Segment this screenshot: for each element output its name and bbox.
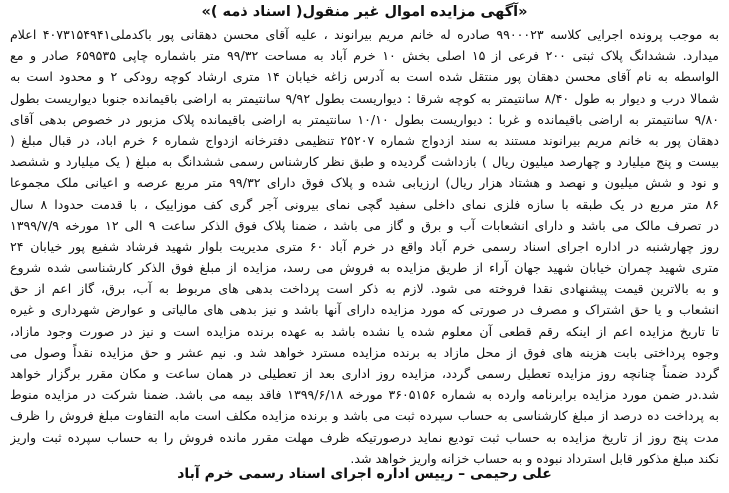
body-line: نکند مبلغ مذکور قابل استرداد نبوده و به حساب خزانه واریز خواهد شد. — [350, 450, 719, 466]
body-line: شمالا درب و دیوار به طول ۸/۴۰ سانتیمتر به کوچه شرقا : دیواریست بطول ۹/۹۲ سانتیمتر به اراضی باقیمانده جنوبا دیواریست بطول — [10, 90, 719, 106]
body-line: ۸۶ متر مربع در یک طبقه با سازه فلزی نمای داخلی سفید گچی نمای بیرونی آجر گری کف موزاییک ، با قدمت حدودا ۸ سال — [10, 196, 719, 212]
body-line: به پرداخت ده درصد از مبلغ کارشناسی به حساب سپرده ثبت می باشد و برنده مزایده مکلف است مابه التفاوت مبلغ فروش را ظرف — [10, 408, 719, 424]
body-line: تا تاریخ مزایده اعم از اینکه رقم قطعی آن معلوم شده یا نشده باشد به عهده برنده مزایده است و نیز در صورت وجود مازاد، — [10, 323, 719, 339]
body-line: بیست و پنج میلیارد و چهارصد میلیون ریال ) بازداشت گردیده و طبق نظر کارشناس رسمی ششدانگ به مبلغ ( یک میلیارد و ششصد — [10, 154, 719, 170]
body-line: و به بالاترین قیمت پیشنهادی نقدا فروخته می شود. لازم به ذکر است پرداخت بدهی های مربوط به آب، برق، گاز اعم از حق — [10, 281, 719, 297]
notice-title: «آگهی مزایده اموال غیر منقول( اسناد ذمه )» — [201, 4, 528, 20]
body-line: انشعاب و یا حق اشتراک و مصرف در صورتی که مورد مزایده دارای آنها باشد و نیز بدهی های مالیاتی و عوارض شهرداری و غیره — [10, 302, 719, 318]
body-line: به موجب پرونده اجرایی کلاسه ۹۹۰۰۰۲۳ صادره له خانم مریم بیرانوند ، علیه آقای محسن دهقانی پور باکدملی۴۰۷۳۱۵۴۹۴۱ اعلام — [10, 27, 719, 42]
body-line: ۹/۸۰ سانتیمتر به اراضی باقیمانده و غربا : دیواریست بطول ۱۰/۱۰ سانتیمتر به اراضی باقیمانده پلاک مزبور در خصوص بدهی آقای — [10, 111, 719, 127]
body-line: و نود و شش میلیون و نهصد و هشتاد هزار ریال) ارزیابی شده و پلاک فوق دارای ۹۹/۳۲ متر مربع عرصه و اعیانی ملک مجموعا — [10, 175, 719, 191]
body-line: شد.در ضمن مورد مزایده برابرنامه وارده به شماره ۳۶۰۵۱۵۶ مورخه ۱۳۹۹/۶/۱۸ فاقد بیمه می باشد. ضمنا شرکت در مزایده منوط — [10, 387, 719, 403]
body-line: دهقان پور به خانم مریم بیرانوند مستند به سند ازدواج شماره ۲۵۲۰۷ تنظیمی دفترخانه ازدواج شماره ۶ خرم اباد، در قبال مبلغ ( — [10, 132, 719, 148]
body-line: وجوه پرداختی بابت هزینه های فوق از محل مازاد به برنده مزایده مسترد خواهد شد و. نیم عشر و حق مزایده نقداً وصول می — [10, 344, 719, 360]
body-line: متری شهید چمران خیابان شهید جهان آراء از طریق مزایده به فروش می رسد، مزایده از مبلغ فوق الذکر کارشناسی شده شروع — [10, 260, 719, 276]
body-line: در تصرف مالک می باشد و دارای انشعابات آب و برق و گاز می باشد ، ضمنا پلاک فوق الذکر ساعت ۹ الی ۱۲ مورخه ۱۳۹۹/۷/۹ — [10, 217, 719, 233]
body-line: میدارد. ششدانگ پلاک ثبتی ۲۰۰ فرعی از ۱۵ اصلی بخش ۱۰ خرم آباد به مساحت ۹۹/۳۲ متر باشماره چاپی ۶۵۹۵۳۵ صادر و مع — [10, 48, 719, 64]
auction-notice — [6, 2, 723, 488]
body-line: مدت پنج روز از تاریخ مزایده به حساب ثبت تودیع نماید درصورتیکه ظرف مهلت مقرر مانده فروش را به حساب سپرده ثبت واریز — [10, 429, 719, 445]
body-line: الواسطه به نام آقای محسن دهقان پور منتقل شده است به آدرس زاغه خیابان ۱۴ متری ارشاد کوچه رودکی ۲ و محدود است به — [10, 69, 719, 85]
body-line: روز چهارشنبه در اداره اجرای اسناد رسمی خرم آباد واقع در خرم آباد ۶۰ متری مدیریت بلوار شهید فرشاد شفیع پور خیابان ۲۴ — [10, 238, 719, 254]
body-line: گردد ضمناً چنانچه روز مزایده تعطیل رسمی گردد، مزایده روز اداری بعد از تعطیلی در همان ساعت و مکان مقرر برگزار خواهد — [10, 366, 719, 381]
notice-body — [10, 24, 719, 469]
notice-signature: علی رحیمی – رییس اداره اجرای اسناد رسمی خرم آباد — [177, 466, 552, 482]
